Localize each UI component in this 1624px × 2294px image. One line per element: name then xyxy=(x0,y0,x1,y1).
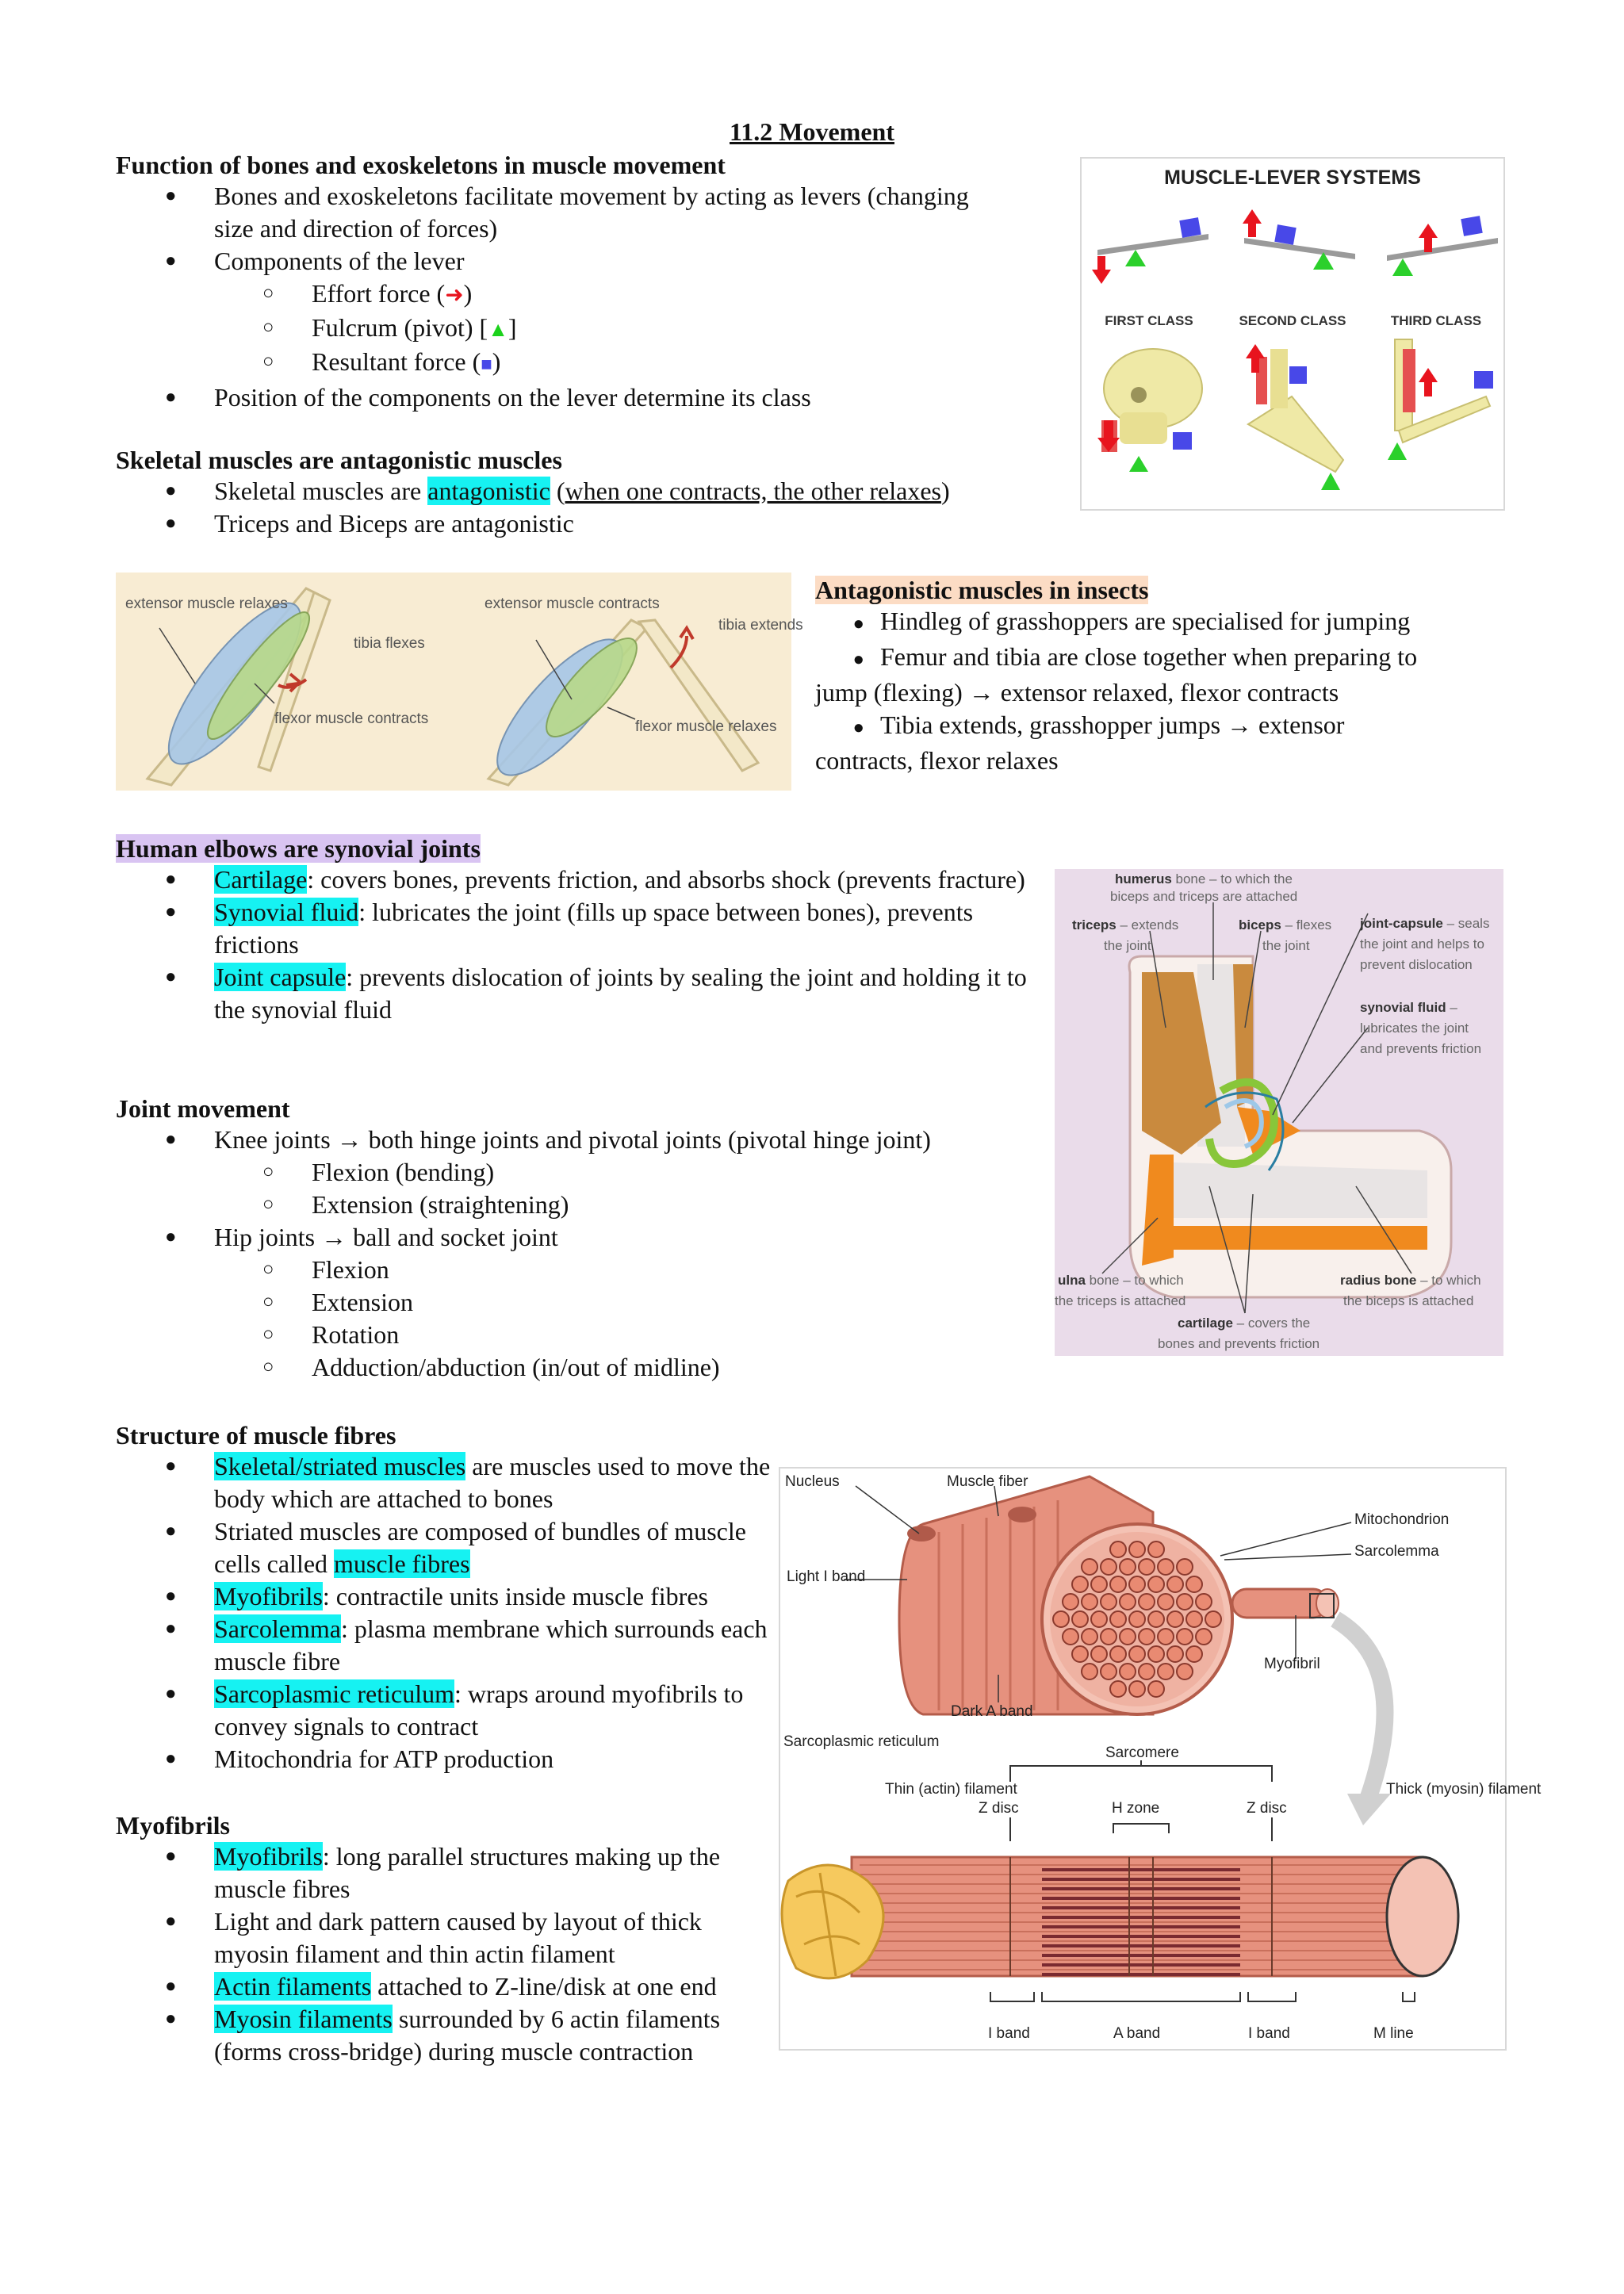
myofibril-cross-section xyxy=(1129,1646,1145,1662)
myofibril-extension xyxy=(1232,1589,1391,1825)
list-item xyxy=(116,961,1036,1026)
right-leg-extended xyxy=(479,620,758,792)
text: are muscles used to move the body which are attached to bones xyxy=(214,1452,771,1513)
blue-square-icon: ■ xyxy=(481,354,492,375)
section-lever xyxy=(116,151,1083,414)
synovial-label: synovial fluid – xyxy=(1360,1000,1457,1015)
muscle-fibre-diagram xyxy=(780,1469,1542,2049)
ulna-label: ulna bone – to which xyxy=(1058,1273,1184,1288)
list-item xyxy=(116,475,1083,507)
ulna-label-2: the triceps is attached xyxy=(1055,1293,1186,1308)
highlight-term: Actin filaments xyxy=(214,1972,372,2001)
highlight-term: muscle fibres xyxy=(334,1549,470,1578)
myofibril-cross-section xyxy=(1205,1611,1221,1627)
bullet-text: : lubricates the joint (fills up space between bones), prevents frictions xyxy=(214,898,974,959)
myofibril-cross-section xyxy=(1120,1664,1136,1679)
second-class-lever xyxy=(1243,209,1355,270)
right-flexor-label: flexor muscle relaxes xyxy=(635,718,777,735)
myofibril-cross-section xyxy=(1120,1629,1136,1645)
section-joint-movement xyxy=(116,1094,1036,1384)
nucleus-label: Nucleus xyxy=(785,1473,840,1490)
myofibril-cross-section xyxy=(1101,1559,1116,1575)
myofibril-cross-section xyxy=(1167,1646,1183,1662)
third-class-label: THIRD CLASS xyxy=(1390,313,1482,328)
myofibril-cross-section xyxy=(1177,1559,1193,1575)
myofibril-cross-section xyxy=(1139,1629,1155,1645)
section-muscle-fibres xyxy=(116,1421,774,1775)
myofibril-cross-section xyxy=(1177,1664,1193,1679)
fulcrum-label: Fulcrum (pivot) [ xyxy=(312,313,488,342)
myofibril-cross-section xyxy=(1053,1611,1069,1627)
mline-label: M line xyxy=(1373,2025,1414,2042)
section-heading-lever: Function of bones and exoskeletons in muscle movement xyxy=(116,151,726,179)
myofibril-cross-section xyxy=(1082,1664,1097,1679)
section-heading-myofibrils: Myofibrils xyxy=(116,1811,230,1840)
myofibril-cross-section xyxy=(1196,1629,1212,1645)
list-item: ○ Flexion (bending) xyxy=(116,1156,1036,1189)
list-item xyxy=(116,245,1075,381)
highlight-term: Myosin filaments xyxy=(214,2005,393,2033)
first-class-label: FIRST CLASS xyxy=(1105,313,1193,328)
myofibril-cross-section xyxy=(1101,1594,1116,1610)
myofibril-cross-section xyxy=(1139,1664,1155,1679)
page-title: 11.2 Movement xyxy=(730,117,894,146)
section-elbow xyxy=(116,834,1036,1026)
myofibril-cross-section xyxy=(1139,1559,1155,1575)
right-tibia-label: tibia extends xyxy=(718,617,803,634)
resultant-close: ) xyxy=(492,347,501,376)
third-class-lever xyxy=(1387,216,1498,276)
myofibril-cross-section xyxy=(1091,1646,1107,1662)
list-item xyxy=(116,1124,1036,1221)
list-item xyxy=(116,1678,774,1743)
bullet-text: Triceps and Biceps are antagonistic xyxy=(214,509,574,538)
section-insects xyxy=(815,576,1529,777)
red-arrow-icon: ➜ xyxy=(445,283,464,308)
text: ( xyxy=(550,477,565,505)
myofibril-cross-section xyxy=(1072,1611,1088,1627)
section-heading-elbow: Human elbows are synovial joints xyxy=(116,834,481,863)
myofibril-cross-section xyxy=(1110,1681,1126,1697)
bullet-text: Hip joints → ball and socket joint xyxy=(214,1223,558,1251)
myofibril-cross-section xyxy=(1148,1611,1164,1627)
myofibril-cross-section xyxy=(1091,1611,1107,1627)
list-item xyxy=(116,1515,774,1580)
list-item: ○ Adduction/abduction (in/out of midline) xyxy=(116,1351,1036,1384)
sarcolemma-label: Sarcolemma xyxy=(1354,1543,1439,1560)
highlight-term: Myofibrils xyxy=(214,1842,323,1871)
muscle-fiber-label: Muscle fiber xyxy=(947,1473,1028,1490)
left-flexor-label: flexor muscle contracts xyxy=(274,710,429,727)
list-item xyxy=(116,381,1075,414)
text: Striated muscles are composed of bundles of muscle cells called xyxy=(214,1517,746,1578)
section-heading-insects: Antagonistic muscles in insects xyxy=(815,576,1149,604)
bullet-text: : prevents dislocation of joints by sealing the joint and holding it to the synovial fluid xyxy=(214,963,1027,1024)
bullet-text: Bones and exoskeletons facilitate movement by acting as levers (changing size and direction of forces) xyxy=(214,182,969,243)
thin-filament-label: Thin (actin) filament xyxy=(885,1781,1017,1798)
muscle-fibre-figure xyxy=(779,1467,1542,2051)
highlight-term: Cartilage xyxy=(214,865,308,894)
elbow-figure xyxy=(1055,869,1503,1356)
right-extensor-label: extensor muscle contracts xyxy=(485,596,660,612)
text: : long parallel structures making up the muscle fibres xyxy=(214,1842,721,1903)
dark-band-label: Dark A band xyxy=(951,1703,1033,1720)
myofibril-cross-section xyxy=(1148,1646,1164,1662)
myofibril-label: Myofibril xyxy=(1264,1656,1320,1672)
bullet-text: Tibia extends, grasshopper jumps → extensor xyxy=(880,710,1345,739)
text: Light and dark pattern caused by layout of thick myosin filament and thin actin filament xyxy=(214,1907,702,1968)
myofibril-cross-section xyxy=(1120,1594,1136,1610)
bullet-text: Position of the components on the lever determine its class xyxy=(214,383,811,412)
list-item: ○ Flexion xyxy=(116,1254,1036,1286)
section-heading-antagonistic: Skeletal muscles are antagonistic muscles xyxy=(116,446,562,474)
underlined-text: when one contracts, the other relaxes xyxy=(565,477,941,505)
hzone-label: H zone xyxy=(1112,1800,1160,1817)
myofibril-cross-section xyxy=(1186,1646,1202,1662)
aband-label: A band xyxy=(1113,2025,1161,2042)
synovial-label-3: and prevents friction xyxy=(1360,1041,1482,1056)
myofibril-cross-section xyxy=(1139,1594,1155,1610)
text: surrounded by 6 actin filaments (forms cross-bridge) during muscle contraction xyxy=(214,2005,721,2066)
highlight-term: Myofibrils xyxy=(214,1582,323,1610)
effort-close: ) xyxy=(463,279,473,308)
list-item xyxy=(116,1580,774,1613)
highlight-term: Sarcoplasmic reticulum xyxy=(214,1679,455,1708)
insect-bullet-2-cont: jump (flexing) → extensor relaxed, flexor contracts xyxy=(815,678,1339,707)
myofibril-cross-section xyxy=(1158,1629,1174,1645)
mitochondrion-label: Mitochondrion xyxy=(1354,1511,1450,1528)
zdisc-1-label: Z disc xyxy=(979,1800,1019,1817)
list-item: ○ Extension (straightening) xyxy=(116,1189,1036,1221)
triceps-label-2: the joint xyxy=(1104,938,1151,953)
list-item: ○ Extension xyxy=(116,1286,1036,1319)
myofibril-cross-section xyxy=(1110,1646,1126,1662)
fulcrum-close: ] xyxy=(508,313,517,342)
thick-filament-label: Thick (myosin) filament xyxy=(1386,1781,1542,1798)
myofibril-cross-section xyxy=(1148,1681,1164,1697)
list-item xyxy=(116,507,1083,540)
band-brackets xyxy=(990,1992,1415,2001)
list-item xyxy=(116,1840,774,1905)
text: : plasma membrane which surrounds each muscle fibre xyxy=(214,1614,768,1676)
section-heading-joint-movement: Joint movement xyxy=(116,1094,290,1123)
list-item xyxy=(116,180,1075,245)
list-item xyxy=(116,864,1036,896)
myofibril-cross-section xyxy=(1177,1629,1193,1645)
insect-bullet-2: ● Femur and tibia are close together when preparing to xyxy=(852,642,1418,671)
list-item xyxy=(116,346,1075,381)
section-heading-muscle-fibres: Structure of muscle fibres xyxy=(116,1421,396,1450)
insect-bullet-3-cont: contracts, flexor relaxes xyxy=(815,746,1059,775)
bullet-text: Femur and tibia are close together when preparing to xyxy=(880,642,1418,671)
radius-label-2: the biceps is attached xyxy=(1343,1293,1474,1308)
myofibril-cross-section xyxy=(1110,1611,1126,1627)
humerus-label: humerus bone – to which the xyxy=(1115,871,1293,887)
text: ) xyxy=(940,477,950,505)
text: : contractile units inside muscle fibres xyxy=(322,1582,708,1610)
text: attached to Z-line/disk at one end xyxy=(371,1972,717,2001)
arm-illustration xyxy=(1388,339,1493,460)
myofibril-cross-section xyxy=(1072,1646,1088,1662)
sr-label: Sarcoplasmic reticulum xyxy=(783,1733,940,1750)
section-antagonistic xyxy=(116,446,1083,540)
myofibril-cross-section xyxy=(1101,1664,1116,1679)
myofibril-cross-section xyxy=(1082,1629,1097,1645)
insect-bullet-1: ● Hindleg of grasshoppers are specialised for jumping xyxy=(852,607,1411,635)
section-myofibrils xyxy=(116,1811,774,2068)
capsule-label-3: prevent dislocation xyxy=(1360,957,1473,972)
sarcomere-label: Sarcomere xyxy=(1105,1744,1179,1761)
highlight-term: Sarcolemma xyxy=(214,1614,341,1643)
list-item: ○ Rotation xyxy=(116,1319,1036,1351)
myofibril-cross-section xyxy=(1167,1576,1183,1592)
myofibril-cross-section xyxy=(1129,1541,1145,1557)
list-item xyxy=(116,1970,774,2003)
myofibril-cylinder xyxy=(782,1857,1458,1978)
cartilage-label-2: bones and prevents friction xyxy=(1158,1336,1320,1351)
list-item xyxy=(116,896,1036,961)
biceps-label-2: the joint xyxy=(1262,938,1310,953)
list-item xyxy=(116,1905,774,1970)
myofibril-cross-section xyxy=(1129,1576,1145,1592)
first-class-lever xyxy=(1092,217,1208,284)
biceps-label: biceps – flexes xyxy=(1239,917,1332,933)
bullet-text: Hindleg of grasshoppers are specialised for jumping xyxy=(880,607,1411,635)
highlight-term: antagonistic xyxy=(427,477,550,505)
capsule-label: joint-capsule – seals xyxy=(1360,916,1490,931)
foot-illustration xyxy=(1246,344,1343,490)
zdisc-2-label: Z disc xyxy=(1247,1800,1287,1817)
myofibril-cross-section xyxy=(1148,1576,1164,1592)
left-leg-flexed xyxy=(147,586,330,785)
highlight-term: Skeletal/striated muscles xyxy=(214,1452,466,1480)
list-item xyxy=(116,2003,774,2068)
bullet-text: Knee joints → both hinge joints and pivotal joints (pivotal hinge joint) xyxy=(214,1125,931,1154)
myofibril-cross-section xyxy=(1110,1576,1126,1592)
list-item xyxy=(116,1450,774,1515)
myofibril-cross-section xyxy=(1167,1611,1183,1627)
myofibril-cross-section xyxy=(1110,1541,1126,1557)
resultant-label: Resultant force ( xyxy=(312,347,481,376)
myofibril-cross-section xyxy=(1158,1594,1174,1610)
myofibril-cross-section xyxy=(1158,1559,1174,1575)
light-band-label: Light I band xyxy=(787,1568,866,1585)
insect-bullet-3: ● Tibia extends, grasshopper jumps → extensor xyxy=(852,710,1345,739)
text: Mitochondria for ATP production xyxy=(214,1744,554,1773)
myofibril-cross-section xyxy=(1120,1559,1136,1575)
highlight-term: Synovial fluid xyxy=(214,898,359,926)
left-extensor-label: extensor muscle relaxes xyxy=(125,596,288,612)
triceps-label: triceps – extends xyxy=(1072,917,1179,933)
myofibril-cross-section xyxy=(1129,1611,1145,1627)
myofibril-cross-section xyxy=(1063,1629,1078,1645)
skull-illustration xyxy=(1097,349,1202,472)
list-item xyxy=(116,278,1075,312)
highlight-term: Joint capsule xyxy=(214,963,347,991)
myofibril-cross-section xyxy=(1129,1681,1145,1697)
grasshopper-leg-diagram xyxy=(116,573,803,791)
lever-diagram xyxy=(1082,159,1503,509)
myofibril-cross-section xyxy=(1063,1594,1078,1610)
effort-label: Effort force ( xyxy=(312,279,446,308)
myofibril-cross-section xyxy=(1186,1611,1202,1627)
synovial-label-2: lubricates the joint xyxy=(1360,1021,1469,1036)
text: : wraps around myofibrils to convey signals to contract xyxy=(214,1679,744,1741)
green-triangle-icon: ▲ xyxy=(488,318,508,341)
second-class-label: SECOND CLASS xyxy=(1239,313,1346,328)
myofibril-cross-section xyxy=(1072,1576,1088,1592)
myofibril-cross-section xyxy=(1196,1594,1212,1610)
myofibril-cross-section xyxy=(1177,1594,1193,1610)
myofibril-cross-section xyxy=(1101,1629,1116,1645)
iband-2-label: I band xyxy=(1248,2025,1290,2042)
left-tibia-label: tibia flexes xyxy=(354,635,425,652)
radius-label: radius bone – to which xyxy=(1340,1273,1481,1288)
text: Skeletal muscles are xyxy=(214,477,428,505)
bullet-text: : covers bones, prevents friction, and absorbs shock (prevents fracture) xyxy=(307,865,1025,894)
elbow-joint-diagram xyxy=(1055,869,1503,1356)
capsule-label-2: the joint and helps to xyxy=(1360,936,1484,952)
cartilage-label: cartilage – covers the xyxy=(1178,1316,1311,1331)
humerus-label-2: biceps and triceps are attached xyxy=(1110,889,1298,904)
list-item xyxy=(116,312,1075,346)
lever-figure-title: MUSCLE-LEVER SYSTEMS xyxy=(1164,167,1421,189)
list-item xyxy=(116,1221,1036,1384)
myofibril-cross-section xyxy=(1148,1541,1164,1557)
myofibril-cross-section xyxy=(1082,1559,1097,1575)
list-item xyxy=(116,1743,774,1775)
lever-figure xyxy=(1080,157,1505,511)
grasshopper-figure xyxy=(116,573,803,791)
iband-1-label: I band xyxy=(988,2025,1030,2042)
bullet-text: Components of the lever xyxy=(214,247,465,275)
myofibril-cross-section xyxy=(1186,1576,1202,1592)
myofibril-cross-section xyxy=(1158,1664,1174,1679)
myofibril-cross-section xyxy=(1091,1576,1107,1592)
list-item xyxy=(116,1613,774,1678)
myofibril-cross-section xyxy=(1082,1594,1097,1610)
